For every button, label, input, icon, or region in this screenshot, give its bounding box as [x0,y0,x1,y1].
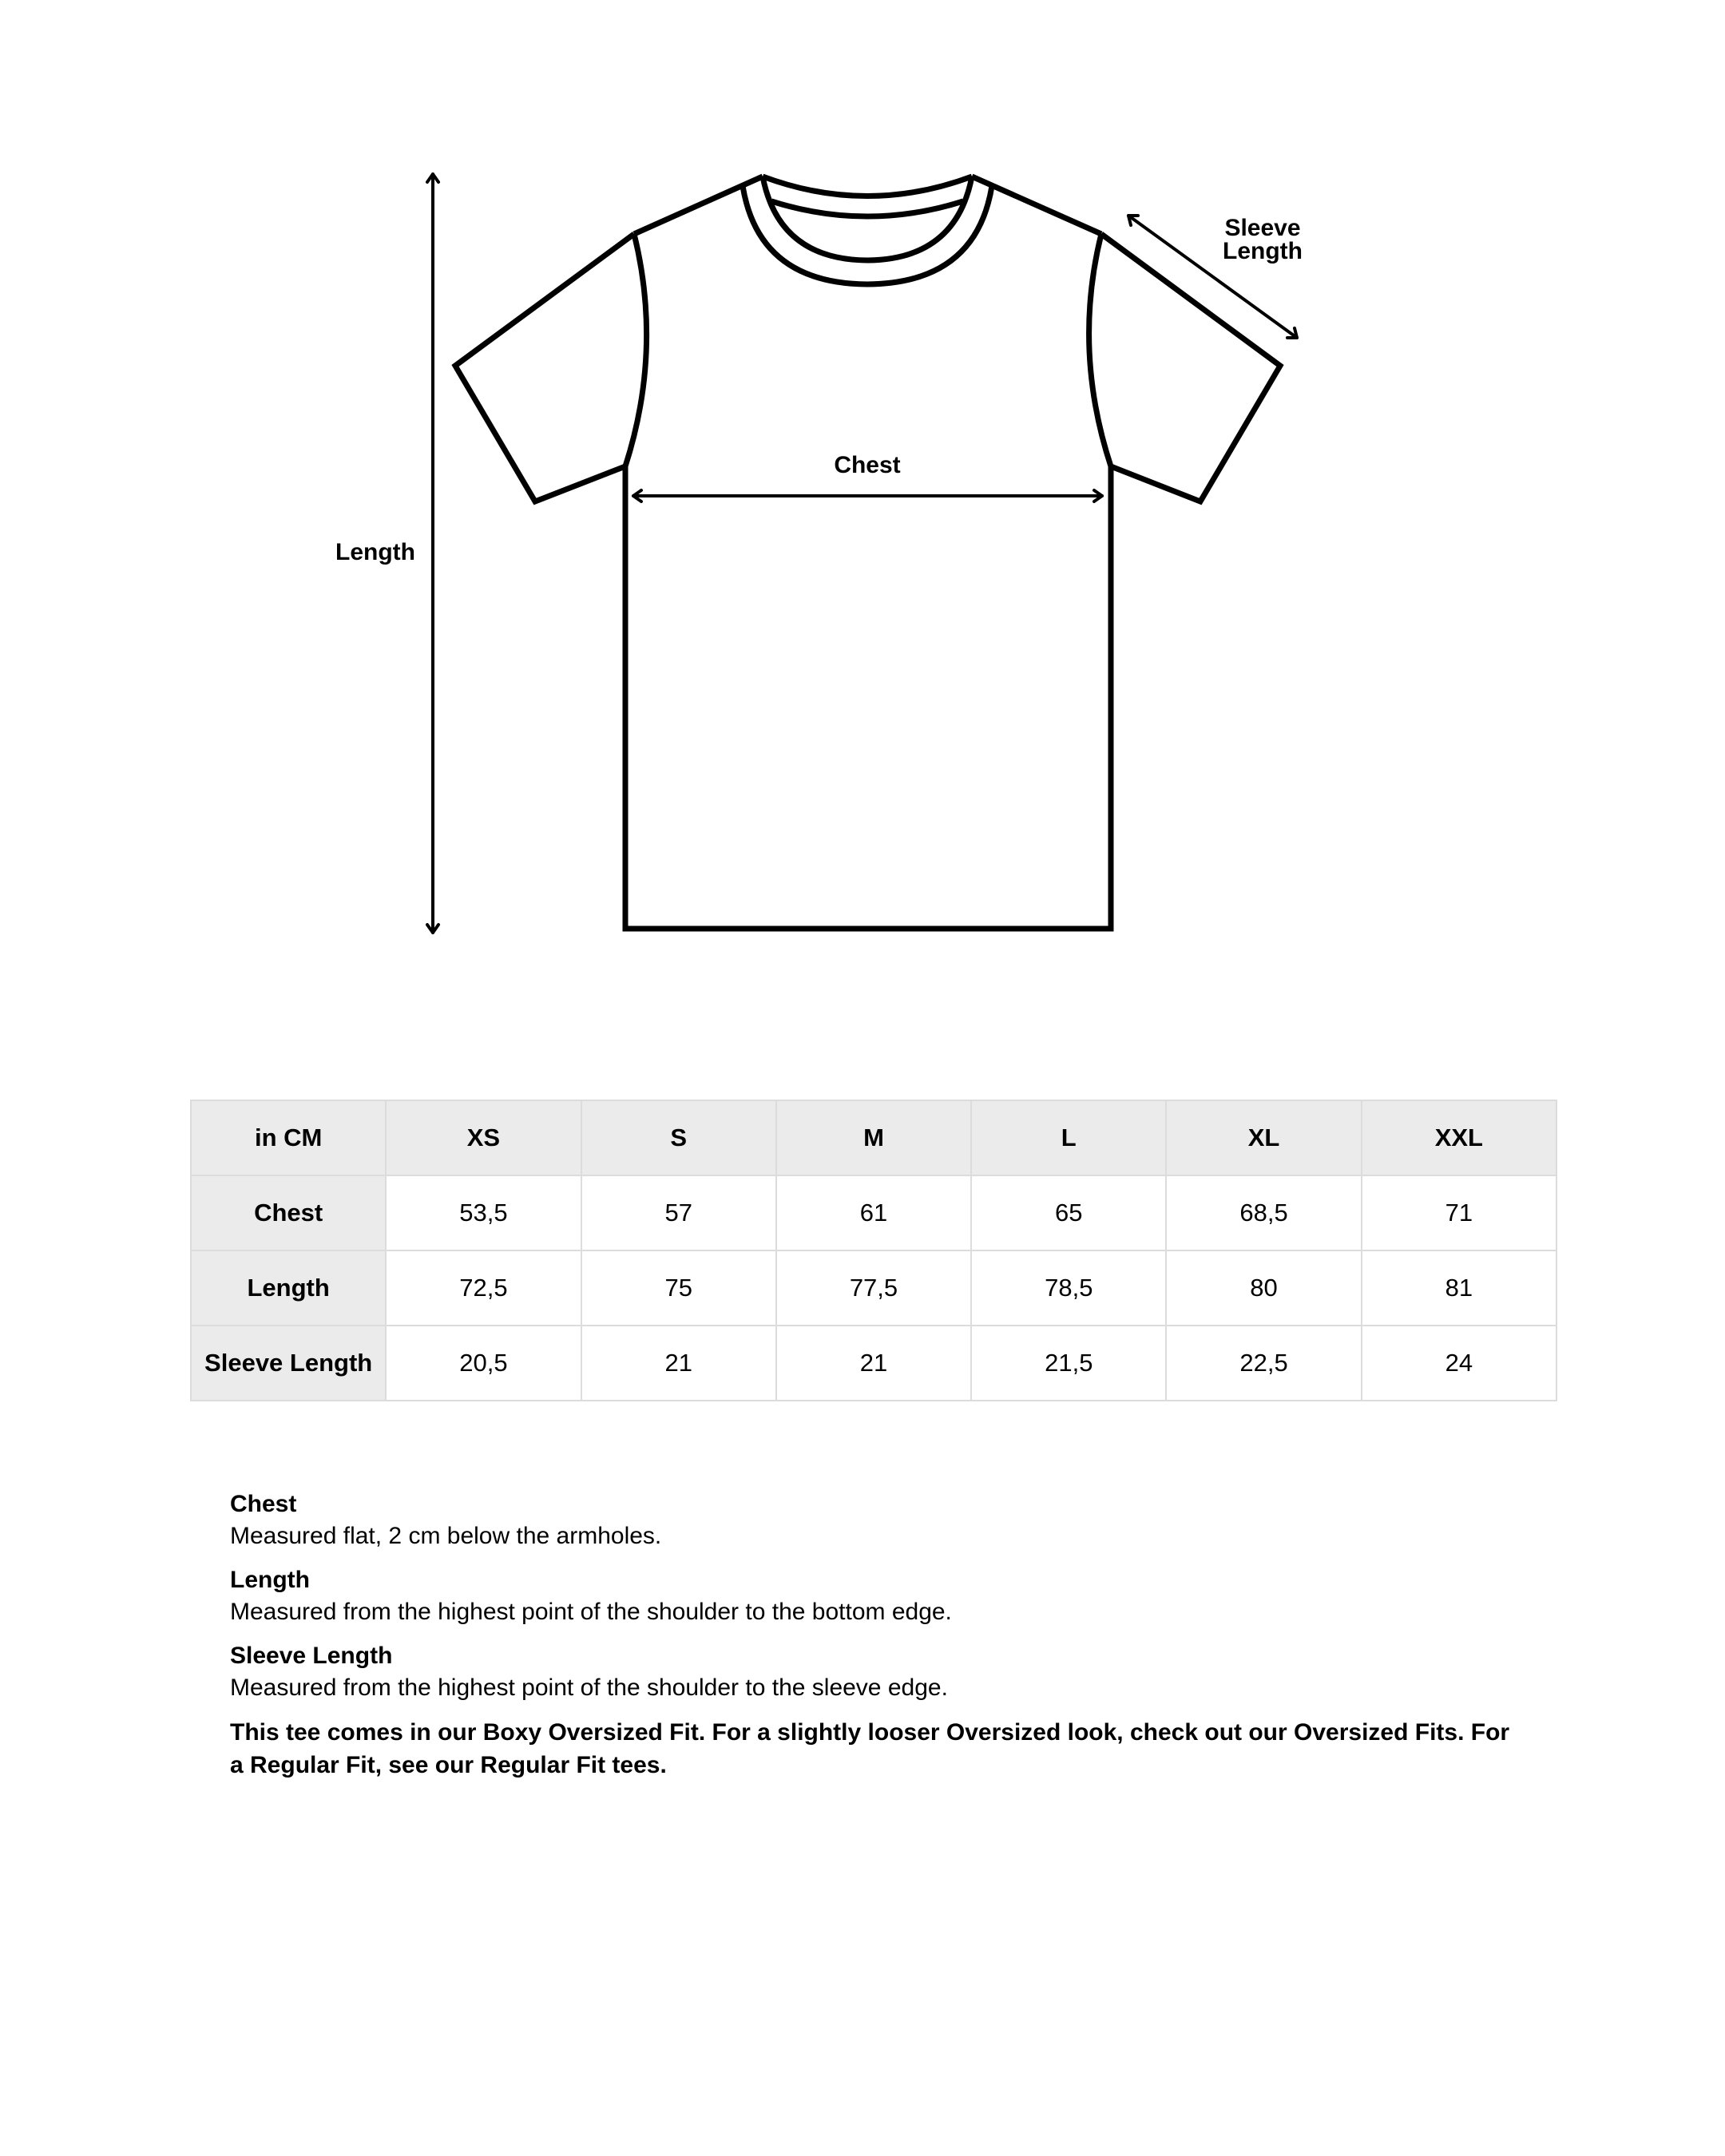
tshirt-collar-band [771,201,963,216]
table-cell: 21 [776,1326,971,1401]
note-title: Chest [230,1491,297,1517]
note-text: Measured from the highest point of the shoulder to the bottom edge. [230,1599,952,1625]
tshirt-right-armhole [1089,234,1111,466]
table-row-chest [191,1175,1556,1250]
table-cell: 61 [776,1175,971,1250]
table-cell: 80 [1166,1250,1361,1326]
table-cell: 20,5 [386,1326,581,1401]
note-chest [230,1488,1524,1552]
size-header-s: S [581,1100,776,1175]
table-cell: 81 [1362,1250,1556,1326]
table-cell: 68,5 [1166,1175,1361,1250]
sleeve-length-label-line2: Length [1223,238,1303,264]
size-chart-table [190,1100,1557,1401]
note-title: Sleeve Length [230,1643,393,1669]
sleeve-length-label-line1: Sleeve [1224,215,1301,241]
table-cell: 53,5 [386,1175,581,1250]
note-text: Measured from the highest point of the shoulder to the sleeve edge. [230,1674,948,1701]
note-sleeve-length [230,1640,1524,1704]
note-title: Length [230,1567,310,1593]
fit-note: This tee comes in our Boxy Oversized Fit. For a slightly looser Oversized look, check out our Oversized Fits. For a Regular Fit, see our Regular Fit tees. [230,1719,1510,1778]
chest-label: Chest [834,452,901,478]
size-header-xxl: XXL [1362,1100,1556,1175]
table-cell: 22,5 [1166,1326,1361,1401]
table-cell: 21 [581,1326,776,1401]
tshirt-left-armhole [625,234,647,466]
row-label: Chest [191,1175,386,1250]
tshirt-back-neckline [763,176,972,196]
table-cell: 77,5 [776,1250,971,1326]
length-label: Length [335,539,415,565]
table-row-length [191,1250,1556,1326]
note-length [230,1564,1524,1628]
table-cell: 71 [1362,1175,1556,1250]
row-label: Sleeve Length [191,1326,386,1401]
measurement-notes [230,1488,1524,1781]
size-header-l: L [971,1100,1166,1175]
table-cell: 65 [971,1175,1166,1250]
tshirt-right-sleeve [1101,234,1280,501]
tshirt-collar-outer [743,186,992,284]
table-row-sleeve-length [191,1326,1556,1401]
table-cell: 72,5 [386,1250,581,1326]
table-corner-cell: in CM [191,1100,386,1175]
note-text: Measured flat, 2 cm below the armholes. [230,1523,662,1549]
tshirt-size-diagram [0,0,1725,1006]
table-header-row [191,1100,1556,1175]
table-cell: 75 [581,1250,776,1326]
size-header-xs: XS [386,1100,581,1175]
row-label: Length [191,1250,386,1326]
table-cell: 24 [1362,1326,1556,1401]
tshirt-left-shoulder [634,176,763,234]
table-cell: 21,5 [971,1326,1166,1401]
table-cell: 78,5 [971,1250,1166,1326]
size-header-xl: XL [1166,1100,1361,1175]
table-cell: 57 [581,1175,776,1250]
tshirt-right-shoulder [972,176,1101,234]
tshirt-left-sleeve [455,234,634,501]
size-header-m: M [776,1100,971,1175]
tshirt-body-outline [625,465,1111,929]
